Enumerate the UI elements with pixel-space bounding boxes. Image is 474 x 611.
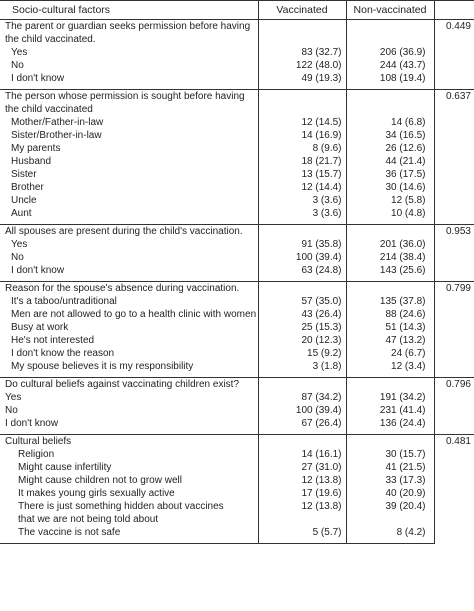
non-vaccinated-value: 51 (14.3)	[346, 321, 434, 334]
section-question-row	[0, 282, 474, 296]
non-vaccinated-value: 14 (6.8)	[346, 116, 434, 129]
table-row	[0, 181, 474, 194]
row-label: Uncle	[11, 195, 37, 206]
row-label: Might cause infertility	[18, 462, 112, 473]
table-row	[0, 46, 474, 59]
vaccinated-value: 3 (1.8)	[258, 360, 346, 373]
row-label: Might cause children not to grow well	[18, 475, 182, 486]
table-row	[0, 500, 474, 513]
row-label: Yes	[5, 392, 22, 403]
non-vaccinated-value: 12 (3.4)	[346, 360, 434, 373]
header-p-value	[434, 1, 474, 20]
table-row	[0, 264, 474, 277]
vaccinated-value: 27 (31.0)	[258, 461, 346, 474]
table-row	[0, 404, 474, 417]
section-question-row	[0, 20, 474, 47]
row-label: The vaccine is not safe	[18, 527, 121, 538]
vaccinated-value: 14 (16.9)	[258, 129, 346, 142]
empty-cell	[346, 378, 434, 392]
non-vaccinated-value: 39 (20.4)	[346, 500, 434, 513]
non-vaccinated-value: 34 (16.5)	[346, 129, 434, 142]
non-vaccinated-value: 41 (21.5)	[346, 461, 434, 474]
non-vaccinated-value: 8 (4.2)	[346, 526, 434, 539]
row-label: Sister	[11, 169, 37, 180]
non-vaccinated-value: 40 (20.9)	[346, 487, 434, 500]
non-vaccinated-value: 108 (19.4)	[346, 72, 434, 85]
vaccinated-value: 100 (39.4)	[258, 404, 346, 417]
table-row	[0, 308, 474, 321]
table-row	[0, 487, 474, 500]
p-value: 0.637	[434, 90, 474, 225]
non-vaccinated-value: 88 (24.6)	[346, 308, 434, 321]
vaccinated-value: 12 (13.8)	[258, 474, 346, 487]
section-question: Do cultural beliefs against vaccinating children exist?	[0, 378, 258, 392]
section-spacer	[0, 539, 474, 544]
section-question-row	[0, 435, 474, 449]
table-row	[0, 129, 474, 142]
spacer-cell	[346, 539, 434, 544]
empty-cell	[258, 435, 346, 449]
section-question: The person whose permission is sought before having the child vaccinated	[0, 90, 258, 117]
header-row	[0, 1, 474, 20]
row-label: He's not interested	[11, 335, 95, 346]
section-question-row	[0, 378, 474, 392]
empty-cell	[258, 225, 346, 239]
empty-cell	[258, 282, 346, 296]
non-vaccinated-value: 135 (37.8)	[346, 295, 434, 308]
vaccinated-value: 122 (48.0)	[258, 59, 346, 72]
row-label: Yes	[11, 47, 28, 58]
vaccinated-value: 12 (14.5)	[258, 116, 346, 129]
row-label: No	[11, 60, 24, 71]
empty-cell	[346, 20, 434, 47]
p-value: 0.481	[434, 435, 474, 544]
non-vaccinated-value: 10 (4.8)	[346, 207, 434, 220]
row-label: No	[11, 252, 24, 263]
table-row	[0, 194, 474, 207]
row-label: Busy at work	[11, 322, 69, 333]
vaccinated-value: 91 (35.8)	[258, 238, 346, 251]
spacer-cell	[258, 539, 346, 544]
section-question: The parent or guardian seeks permission before having the child vaccinated.	[5, 21, 251, 45]
non-vaccinated-value: 36 (17.5)	[346, 168, 434, 181]
row-label: Husband	[11, 156, 52, 167]
empty-cell	[346, 225, 434, 239]
empty-cell	[258, 378, 346, 392]
non-vaccinated-value: 206 (36.9)	[346, 46, 434, 59]
non-vaccinated-value: 30 (14.6)	[346, 181, 434, 194]
row-label: It's a taboo/untraditional	[11, 296, 117, 307]
table-row	[0, 238, 474, 251]
non-vaccinated-value	[346, 513, 434, 526]
p-value: 0.799	[434, 282, 474, 378]
vaccinated-value: 49 (19.3)	[258, 72, 346, 85]
row-label: Brother	[11, 182, 44, 193]
vaccinated-value: 12 (14.4)	[258, 181, 346, 194]
vaccinated-value: 43 (26.4)	[258, 308, 346, 321]
row-label: Sister/Brother-in-law	[11, 130, 102, 141]
table-row	[0, 207, 474, 220]
non-vaccinated-value: 12 (5.8)	[346, 194, 434, 207]
vaccinated-value: 57 (35.0)	[258, 295, 346, 308]
table-row	[0, 513, 474, 526]
table-row	[0, 347, 474, 360]
vaccinated-value	[258, 513, 346, 526]
table-row	[0, 448, 474, 461]
row-label: Religion	[18, 449, 55, 460]
row-label: Aunt	[11, 208, 32, 219]
non-vaccinated-value: 214 (38.4)	[346, 251, 434, 264]
row-label: No	[5, 405, 18, 416]
row-label: Yes	[11, 239, 28, 250]
table-row	[0, 461, 474, 474]
row-label: Men are not allowed to go to a health clinic with women	[11, 309, 257, 320]
non-vaccinated-value: 136 (24.4)	[346, 417, 434, 430]
row-label: There is just something hidden about vaccines	[18, 501, 224, 512]
header-factors: Socio-cultural factors	[0, 1, 258, 20]
table-row	[0, 295, 474, 308]
vaccinated-value: 15 (9.2)	[258, 347, 346, 360]
table-row	[0, 391, 474, 404]
row-label: I don't know	[5, 418, 59, 429]
non-vaccinated-value: 24 (6.7)	[346, 347, 434, 360]
empty-cell	[346, 282, 434, 296]
vaccinated-value: 3 (3.6)	[258, 194, 346, 207]
row-label: Mother/Father-in-law	[11, 117, 104, 128]
section-question-row	[0, 90, 474, 117]
vaccinated-value: 87 (34.2)	[258, 391, 346, 404]
row-label: My parents	[11, 143, 61, 154]
non-vaccinated-value: 244 (43.7)	[346, 59, 434, 72]
header-non-vaccinated: Non-vaccinated	[346, 1, 434, 20]
vaccinated-value: 83 (32.7)	[258, 46, 346, 59]
row-label: I don't know	[11, 265, 65, 276]
vaccinated-value: 14 (16.1)	[258, 448, 346, 461]
table-row	[0, 59, 474, 72]
row-label: that we are not being told about	[18, 514, 159, 525]
vaccinated-value: 17 (19.6)	[258, 487, 346, 500]
row-label: I don't know the reason	[11, 348, 115, 359]
non-vaccinated-value: 47 (13.2)	[346, 334, 434, 347]
non-vaccinated-value: 33 (17.3)	[346, 474, 434, 487]
vaccinated-value: 13 (15.7)	[258, 168, 346, 181]
table-row	[0, 142, 474, 155]
section-question-row	[0, 225, 474, 239]
non-vaccinated-value: 44 (21.4)	[346, 155, 434, 168]
non-vaccinated-value: 30 (15.7)	[346, 448, 434, 461]
vaccinated-value: 3 (3.6)	[258, 207, 346, 220]
table-row	[0, 360, 474, 373]
vaccinated-value: 8 (9.6)	[258, 142, 346, 155]
table-row	[0, 526, 474, 539]
table-row	[0, 116, 474, 129]
vaccinated-value: 20 (12.3)	[258, 334, 346, 347]
row-label: I don't know	[11, 73, 65, 84]
section-question: Reason for the spouse's absence during vaccination.	[0, 282, 258, 296]
vaccinated-value: 5 (5.7)	[258, 526, 346, 539]
table-row	[0, 474, 474, 487]
vaccinated-value: 25 (15.3)	[258, 321, 346, 334]
spacer-cell	[0, 539, 258, 544]
table-row	[0, 168, 474, 181]
non-vaccinated-value: 191 (34.2)	[346, 391, 434, 404]
vaccinated-value: 12 (13.8)	[258, 500, 346, 513]
empty-cell	[346, 435, 434, 449]
non-vaccinated-value: 143 (25.6)	[346, 264, 434, 277]
empty-cell	[258, 90, 346, 117]
vaccinated-value: 18 (21.7)	[258, 155, 346, 168]
section-question: All spouses are present during the child's vaccination.	[0, 225, 258, 239]
empty-cell	[258, 20, 346, 47]
table-body	[0, 20, 474, 544]
p-value: 0.796	[434, 378, 474, 435]
non-vaccinated-value: 26 (12.6)	[346, 142, 434, 155]
non-vaccinated-value: 201 (36.0)	[346, 238, 434, 251]
vaccinated-value: 63 (24.8)	[258, 264, 346, 277]
table-row	[0, 334, 474, 347]
header-vaccinated: Vaccinated	[258, 1, 346, 20]
row-label: It makes young girls sexually active	[18, 488, 175, 499]
table-row	[0, 251, 474, 264]
p-value: 0.953	[434, 225, 474, 282]
empty-cell	[346, 90, 434, 117]
vaccinated-value: 100 (39.4)	[258, 251, 346, 264]
table-row	[0, 417, 474, 430]
non-vaccinated-value: 231 (41.4)	[346, 404, 434, 417]
p-value: 0.449	[434, 20, 474, 90]
table-row	[0, 72, 474, 85]
vaccinated-value: 67 (26.4)	[258, 417, 346, 430]
table-row	[0, 321, 474, 334]
section-question: Cultural beliefs	[0, 435, 258, 449]
table-row	[0, 155, 474, 168]
row-label: My spouse believes it is my responsibility	[11, 361, 194, 372]
